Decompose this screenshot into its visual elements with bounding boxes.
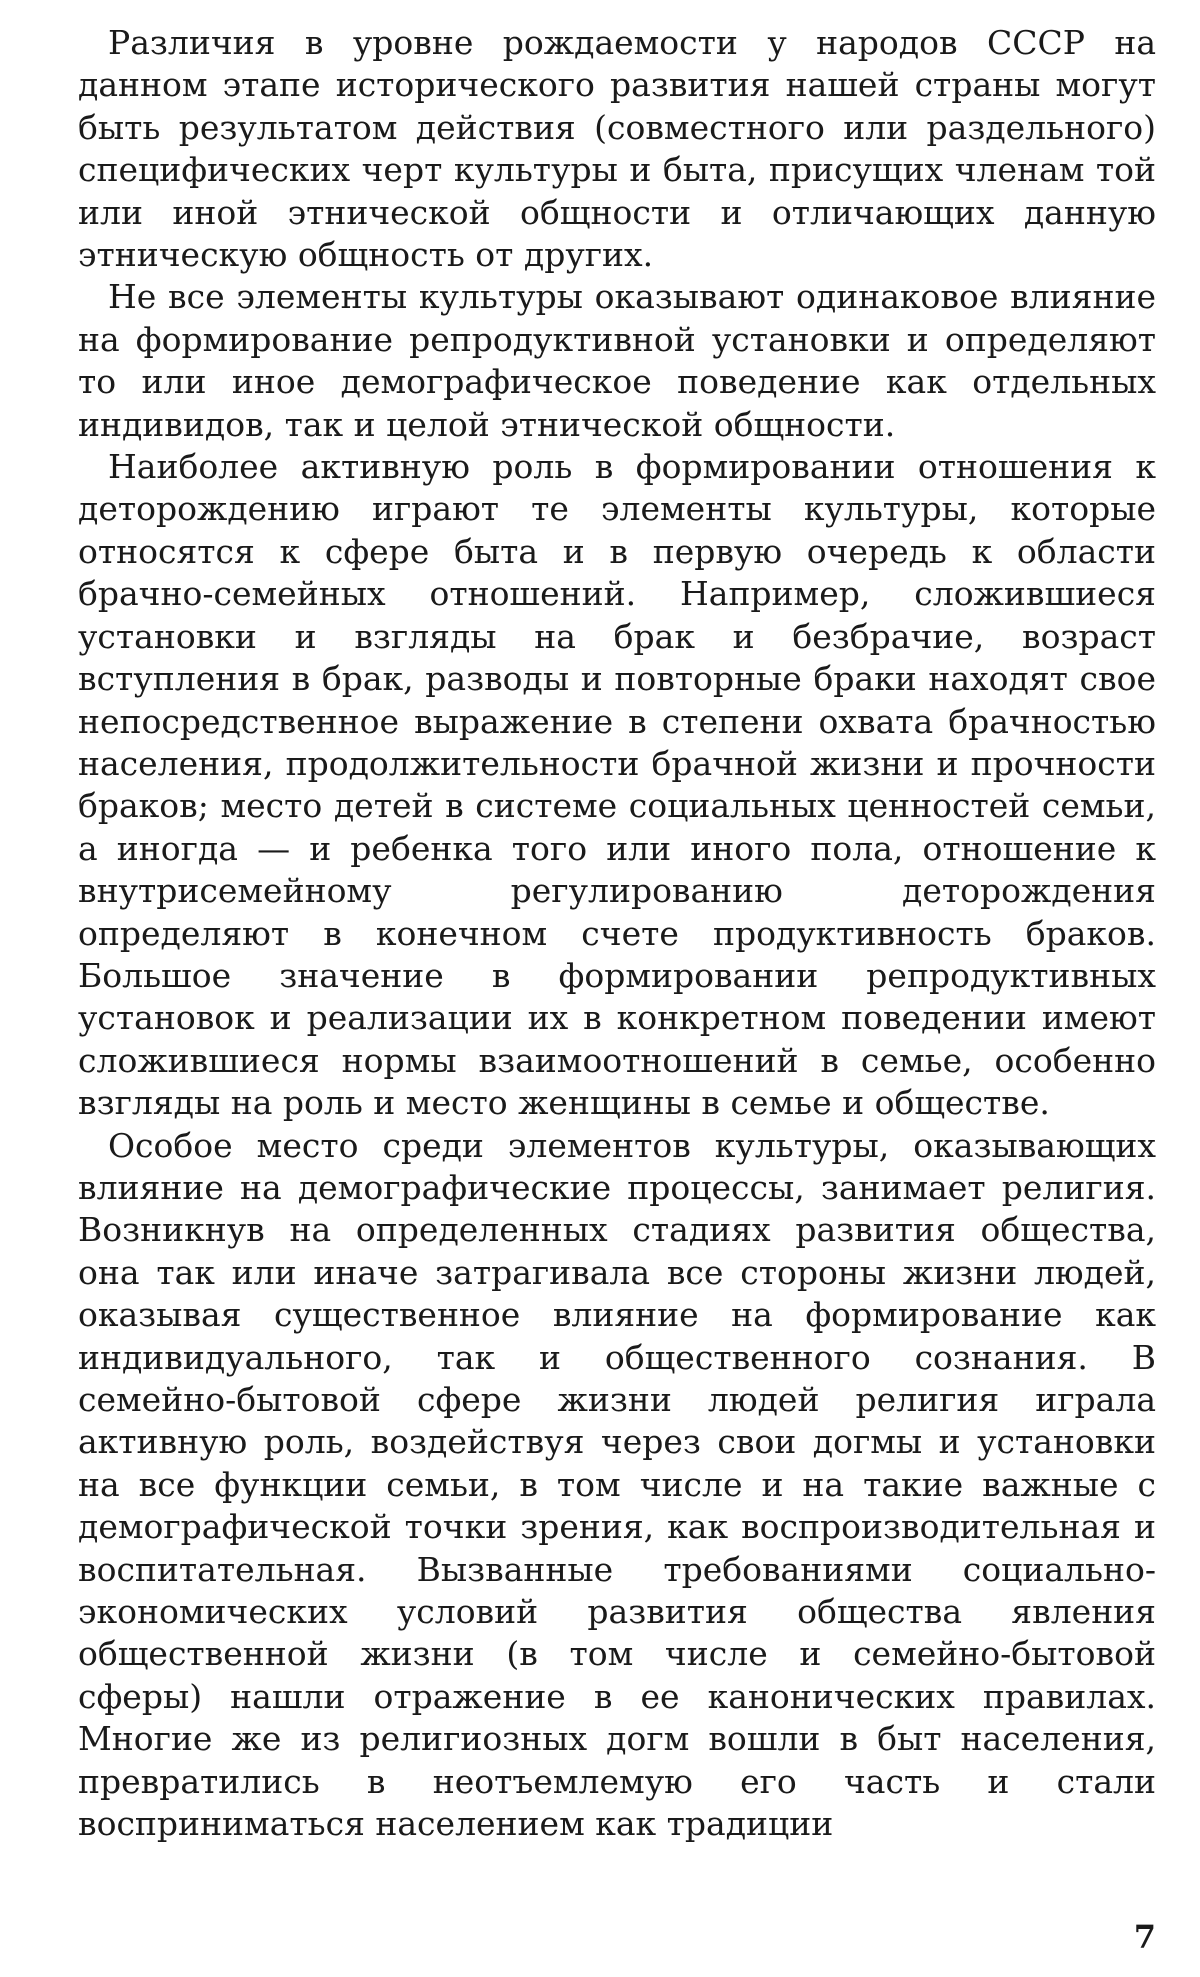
paragraph-3: Наиболее активную роль в формировании отношения к деторождению играют те элементы культуры, которые относятся к сфере быта и в первую очередь к области брачно-семейных отношений. Например, сложившиеся установки и взгляды на брак и безбрачие, возраст вступления в брак, разводы и повторные браки находят свое непосредственное выражение в степени охвата брачностью населения, продолжительности брачной жизни и прочности браков; место детей в системе социальных ценностей семьи, а иногда — и ребенка того или иного пола, отношение к внутрисемейному регулированию деторождения определяют в конечном счете продуктивность браков. Большое значение в формировании репродуктивных установок и реализации их в конкретном поведении имеют сложившиеся нормы взаимоотношений в семье, особенно взгляды на роль и место женщины в семье и обществе. (78, 447, 1156, 1123)
page-number: 7 (1133, 1918, 1156, 1956)
paragraph-2: Не все элементы культуры оказывают одинаковое влияние на формирование репродуктивной установки и определяют то или иное демографическое поведение как отдельных индивидов, так и целой этнической общности. (78, 277, 1156, 444)
paragraph-1: Различия в уровне рождаемости у народов СССР на данном этапе исторического развития нашей страны могут быть результатом действия (совместного или раздельного) специфических черт культуры и быта, присущих членам той или иной этнической общности и отличающих данную этническую общность от других. (78, 23, 1156, 275)
paragraph-4: Особое место среди элементов культуры, оказывающих влияние на демографические процессы, занимает религия. Возникнув на определенных стадиях развития общества, она так или иначе затрагивала все стороны жизни людей, оказывая существенное влияние на формирование как индивидуального, так и общественного сознания. В семейно-бытовой сфере жизни людей религия играла активную роль, воздействуя через свои догмы и установки на все функции семьи, в том числе и на такие важные с демографической точки зрения, как воспроизводительная и воспитательная. Вызванные требованиями социально-экономических условий развития общества явления общественной жизни (в том числе и семейно-бытовой сферы) нашли отражение в ее канонических правилах. Многие же из религиозных догм вошли в быт населения, превратились в неотъемлемую его часть и стали восприниматься населением как традиции (78, 1125, 1156, 1844)
body-text (78, 22, 1156, 1845)
